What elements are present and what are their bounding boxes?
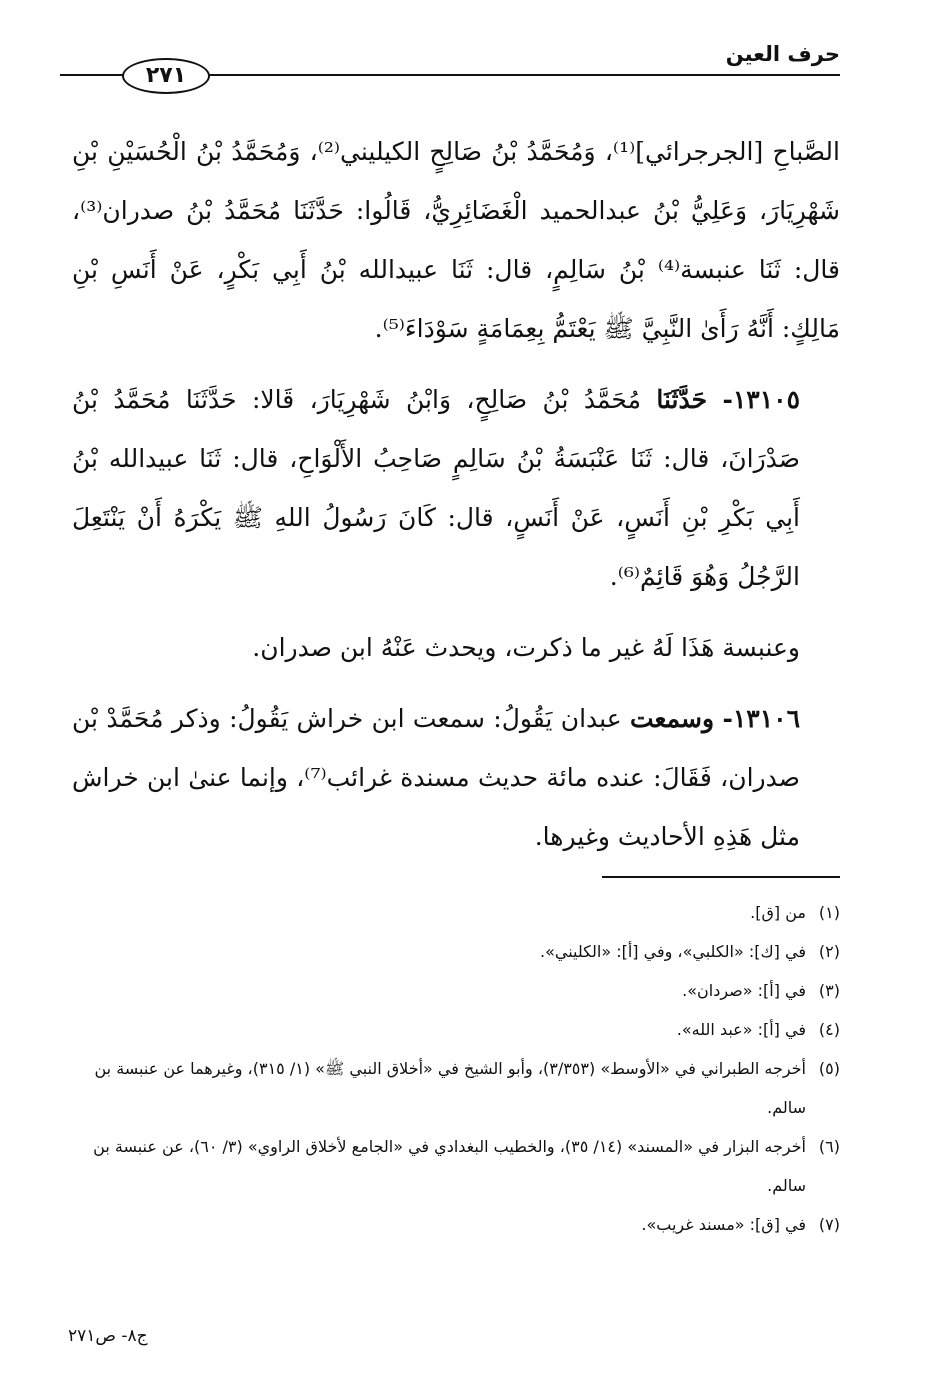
paragraph-13105 — [72, 370, 840, 606]
hadith-keyword: وسمعت — [630, 704, 715, 733]
footnote-number: (٧) — [818, 1215, 840, 1234]
footnote-item — [72, 1010, 840, 1049]
footnote-text: في [ق]: «مسند غريب». — [641, 1215, 806, 1234]
main-text — [72, 122, 840, 866]
footnote-item — [72, 893, 840, 932]
footnote-number: (٦) — [818, 1137, 840, 1156]
paragraph-1: الصَّباحِ [الجرجرائي]⁽¹⁾، وَمُحَمَّدُ بْنُ صَالِحٍ الكيليني⁽²⁾، وَمُحَمَّدُ بْنُ الْحُسَيْنِ بْنِ شَهْرِيَارَ، وَعَلِيُّ بْنُ عبدالحميد الْغَضَائِرِيُّ، قَالُوا: حَدَّثَنَا مُحَمَّدُ بْنُ صدران⁽³⁾، قال: ثَنَا عنبسة⁽⁴⁾ بْنُ سَالِمٍ، قال: ثَنَا عبيدالله بْنُ أَبِي بَكْرٍ، عَنْ أَنَسِ بْنِ مَالِكٍ: أَنَّهُ رَأَىٰ النَّبِيَّ ﷺ يَعْتَمُّ بِعِمَامَةٍ سَوْدَاءَ⁽⁵⁾. — [72, 137, 840, 343]
footnote-item — [72, 971, 840, 1010]
chapter-title: حرف العين — [725, 42, 840, 66]
footnote-item — [72, 1049, 840, 1127]
footnote-text: في [أ]: «صردان». — [682, 981, 806, 1000]
footnote-text: في [ك]: «الكلبي»، وفي [أ]: «الكليني». — [540, 942, 806, 961]
footnote-number: (٣) — [818, 981, 840, 1000]
footnote-text: أخرجه الطبراني في «الأوسط» (٣/٣٥٣)، وأبو الشيخ في «أخلاق النبي ﷺ» (١/ ٣١٥)، وغيرهما عن عنبسة بن سالم. — [94, 1059, 806, 1117]
footnotes — [72, 893, 840, 1244]
hadith-number: ١٣١٠٥- — [722, 385, 801, 414]
footnote-rule — [602, 876, 840, 878]
footnote-item — [72, 1127, 840, 1205]
footnote-number: (٥) — [818, 1059, 840, 1078]
footnote-number: (٤) — [818, 1020, 840, 1039]
footnote-item — [72, 932, 840, 971]
footnote-number: (١) — [818, 903, 840, 922]
hadith-keyword: حَدَّثَنَا — [656, 385, 708, 414]
footnote-text: من [ق]. — [750, 903, 806, 922]
footnote-text: أخرجه البزار في «المسند» (١٤/ ٣٥)، والخطيب البغدادي في «الجامع لأخلاق الراوي» (٣/ ٦٠)، عن عنبسة بن سالم. — [93, 1137, 806, 1195]
hadith-text: مُحَمَّدُ بْنُ صَالِحٍ، وَابْنُ شَهْرِيَارَ، قَالا: حَدَّثَنَا مُحَمَّدُ بْنُ صَدْرَانَ، قال: ثَنَا عَنْبَسَةُ بْنُ سَالِمٍ صَاحِبُ الأَلْوَاحِ، قال: ثَنَا عبيدالله بْنُ أَبِي بَكْرِ بْنِ أَنَسٍ، عَنْ أَنَسٍ، قال: كَانَ رَسُولُ اللهِ ﷺ يَكْرَهُ أَنْ يَنْتَعِلَ الرَّجُلُ وَهُوَ قَائِمٌ⁽⁶⁾. — [72, 385, 800, 591]
footnote-item — [72, 1205, 840, 1244]
paragraph-13106 — [72, 689, 840, 866]
paragraph-note: وعنبسة هَذَا لَهُ غير ما ذكرت، ويحدث عَنْهُ ابن صدران. — [252, 633, 800, 662]
page-number: ٢٧١ — [122, 58, 210, 94]
footnote-number: (٢) — [818, 942, 840, 961]
hadith-number: ١٣١٠٦- — [722, 704, 800, 733]
volume-page-footer: ج٨- ص٢٧١ — [68, 1326, 148, 1346]
footnote-text: في [أ]: «عبد الله». — [676, 1020, 806, 1039]
hadith-text: عبدان يَقُولُ: سمعت ابن خراش يَقُولُ: وذكر مُحَمَّدْ بْن صدران، فَقَالَ: عنده مائة حديث مسندة غرائب⁽⁷⁾، وإنما عنىٰ ابن خراش مثل هَذِهِ الأحاديث وغيرها. — [72, 704, 800, 851]
